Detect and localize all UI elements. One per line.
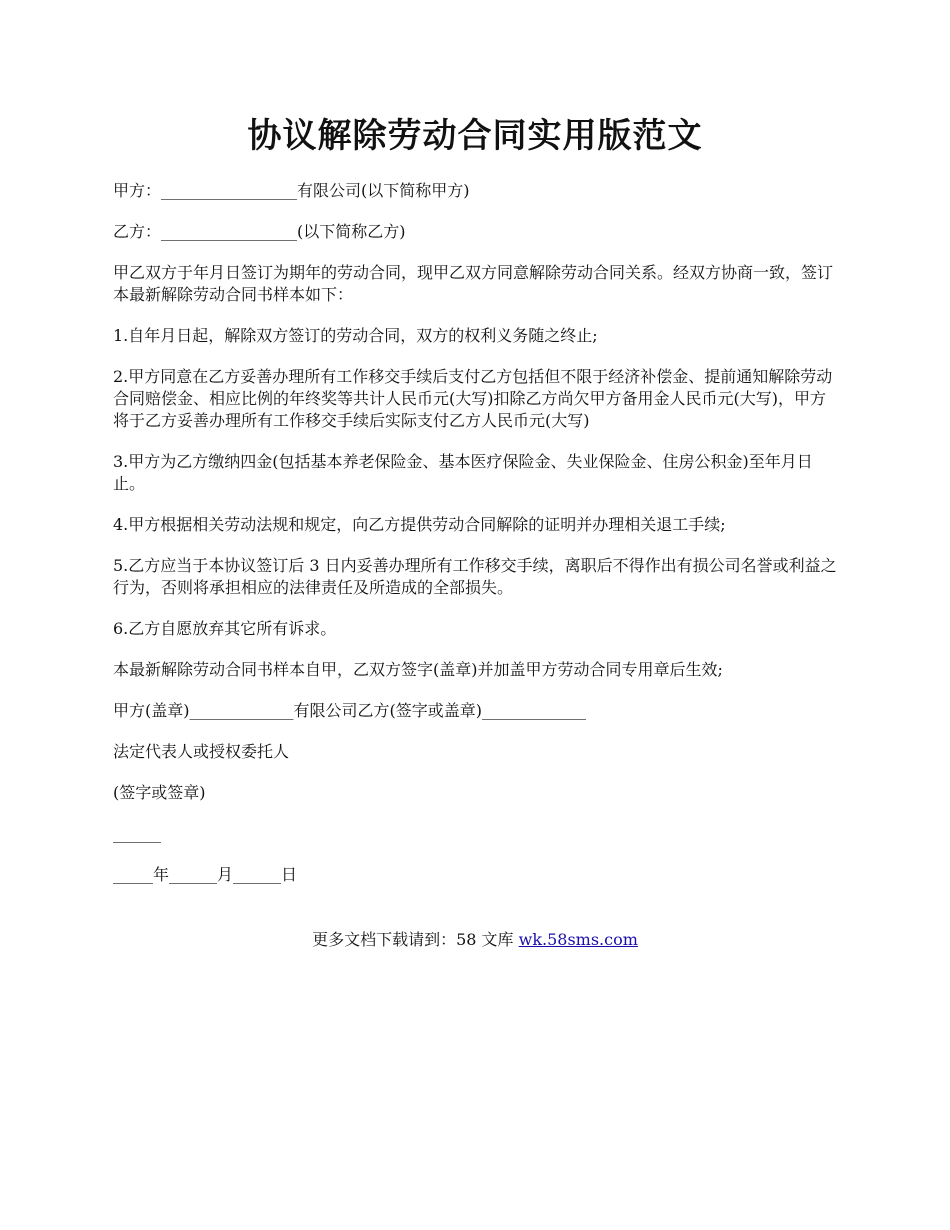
document-title: 协议解除劳动合同实用版范文 [247, 116, 703, 156]
document-body [113, 180, 837, 905]
download-footer [0, 929, 950, 951]
sign-or-seal-line: (签字或签章) [113, 783, 206, 802]
party-b-line: 乙方：_________________(以下简称乙方) [113, 222, 406, 241]
signature-line: 甲方(盖章)_____________有限公司乙方(签字或盖章)_____________ [113, 701, 586, 720]
footer-prefix: 更多文档下载请到：58 文库 [312, 930, 519, 949]
signature-blank: ______ [113, 824, 161, 843]
legal-representative-line: 法定代表人或授权委托人 [113, 742, 290, 761]
clause-3: 3.甲方为乙方缴纳四金(包括基本养老保险金、基本医疗保险金、失业保险金、住房公积金)至年月日止。 [113, 452, 813, 493]
effective-clause: 本最新解除劳动合同书样本自甲，乙双方签字(盖章)并加盖甲方劳动合同专用章后生效; [113, 660, 723, 679]
clause-6: 6.乙方自愿放弃其它所有诉求。 [113, 619, 337, 638]
clause-4: 4.甲方根据相关劳动法规和规定，向乙方提供劳动合同解除的证明并办理相关退工手续; [113, 515, 726, 534]
date-line: _____年______月______日 [113, 865, 298, 884]
intro-paragraph: 甲乙双方于年月日签订为期年的劳动合同，现甲乙双方同意解除劳动合同关系。经双方协商一致，签订本最新解除劳动合同书样本如下： [113, 263, 834, 304]
clause-2: 2.甲方同意在乙方妥善办理所有工作移交手续后支付乙方包括但不限于经济补偿金、提前通知解除劳动合同赔偿金、相应比例的年终奖等共计人民币元(大写)扣除乙方尚欠甲方备用金人民币元(大写)，甲方将于乙方妥善办理所有工作移交手续后实际支付乙方人民币元(大写) [113, 367, 833, 430]
footer-link[interactable]: wk.58sms.com [518, 930, 638, 949]
clause-5: 5.乙方应当于本协议签订后 3 日内妥善办理所有工作移交手续，离职后不得作出有损公司名誉或利益之行为，否则将承担相应的法律责任及所造成的全部损失。 [113, 556, 837, 597]
party-a-line: 甲方：_________________有限公司(以下简称甲方) [113, 181, 470, 200]
clause-1: 1.自年月日起，解除双方签订的劳动合同，双方的权利义务随之终止; [113, 326, 598, 345]
